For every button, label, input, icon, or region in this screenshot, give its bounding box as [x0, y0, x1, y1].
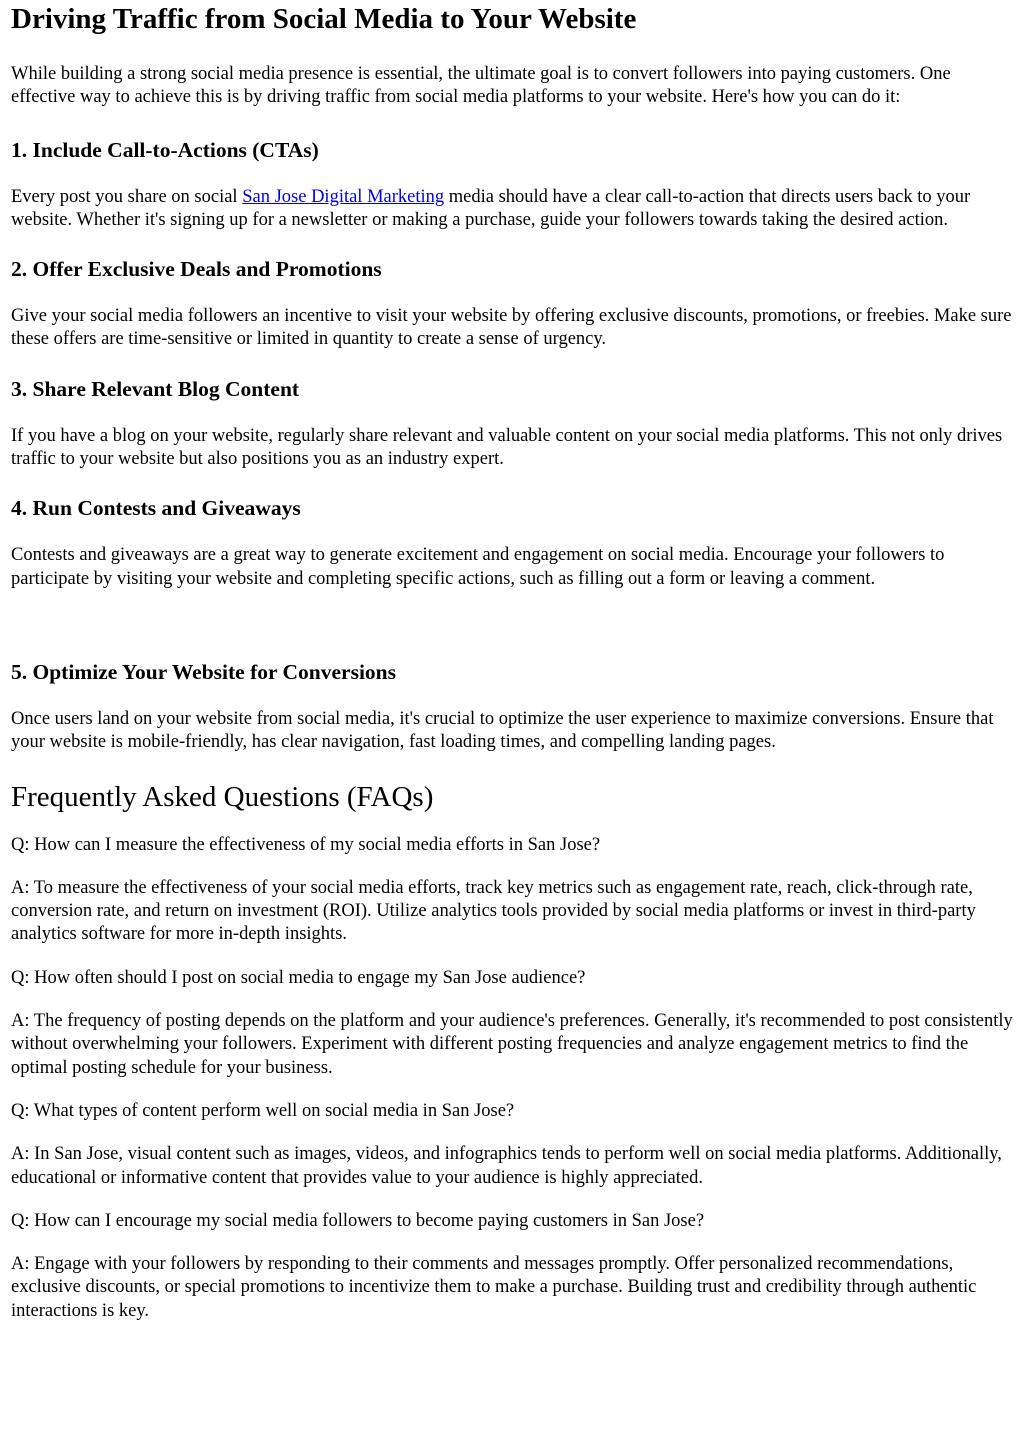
- faq-answer: A: The frequency of posting depends on the platform and your audience's preferences. Generally, it's recommended to post consistently without overwhelming your followers. Experiment with different posting frequencies and analyze engagement metrics to find the optimal posting schedule for your business.: [11, 1011, 1013, 1078]
- section-paragraph-deals: Give your social media followers an incentive to visit your website by offering exclusive discounts, promotions, or freebies. Make sure these offers are time-sensitive or limited in quantity to create a sense of urgency.: [11, 306, 1012, 350]
- section-heading-ctas: 1. Include Call-to-Actions (CTAs): [11, 137, 319, 162]
- section-paragraph-blog: If you have a blog on your website, regularly share relevant and valuable content on your social media platforms. This not only drives traffic to your website but also positions you as an industry expert.: [11, 425, 1003, 470]
- faq-question: Q: How can I measure the effectiveness of my social media efforts in San Jose?: [11, 834, 601, 855]
- section-heading-contests: 4. Run Contests and Giveaways: [11, 496, 301, 521]
- faq-answer: A: In San Jose, visual content such as images, videos, and infographics tends to perform well on social media platforms. Additionally, educational or informative content that provides value to your audience is highly appreciated.: [11, 1144, 1002, 1188]
- faq-question: Q: How can I encourage my social media followers to become paying customers in San Jose?: [11, 1210, 705, 1231]
- page-title: Driving Traffic from Social Media to Your Website: [11, 3, 637, 35]
- faq-question: Q: How often should I post on social media to engage my San Jose audience?: [11, 967, 586, 988]
- section-paragraph-optimize: Once users land on your website from social media, it's crucial to optimize the user experience to maximize conversions. Ensure that your website is mobile-friendly, has clear navigation, fast loading times, and compelling landing pages.: [11, 708, 994, 753]
- section-heading-deals: 2. Offer Exclusive Deals and Promotions: [11, 257, 382, 282]
- section-heading-optimize: 5. Optimize Your Website for Conversions: [11, 659, 397, 684]
- intro-paragraph: While building a strong social media presence is essential, the ultimate goal is to convert followers into paying customers. One effective way to achieve this is by driving traffic from social media platforms to your website. Here's how you can do it:: [11, 64, 951, 108]
- ctas-text-before: Every post you share on social: [11, 186, 243, 207]
- section-paragraph-ctas: [11, 186, 1013, 233]
- ctas-text-after: media should have a clear call-to-action that directs users back to your website. Whether it's signing up for a newsletter or making a purchase, guide your followers towards taking the desired action.: [11, 186, 971, 230]
- faq-question: Q: What types of content perform well on social media in San Jose?: [11, 1100, 515, 1121]
- san-jose-digital-marketing-link[interactable]: San Jose Digital Marketing: [242, 186, 445, 207]
- section-heading-blog: 3. Share Relevant Blog Content: [11, 376, 300, 401]
- section-paragraph-contests: Contests and giveaways are a great way to generate excitement and engagement on social media. Encourage your followers to participate by visiting your website and completing specific actions, such as filling out a form or leaving a comment.: [11, 545, 945, 589]
- faq-answer: A: To measure the effectiveness of your social media efforts, track key metrics such as engagement rate, reach, click-through rate, conversion rate, and return on investment (ROI). Utilize analytics tools provided by social media platforms or invest in third-party analytics software for more in-depth insights.: [11, 877, 976, 945]
- faq-title: Frequently Asked Questions (FAQs): [11, 780, 434, 813]
- article: [0, 2, 1024, 1323]
- faq-answer: A: Engage with your followers by responding to their comments and messages promptly. Offer personalized recommendations, exclusive discounts, or special promotions to incentivize them to make a purchase. Building trust and credibility through authentic interactions is key.: [11, 1254, 977, 1321]
